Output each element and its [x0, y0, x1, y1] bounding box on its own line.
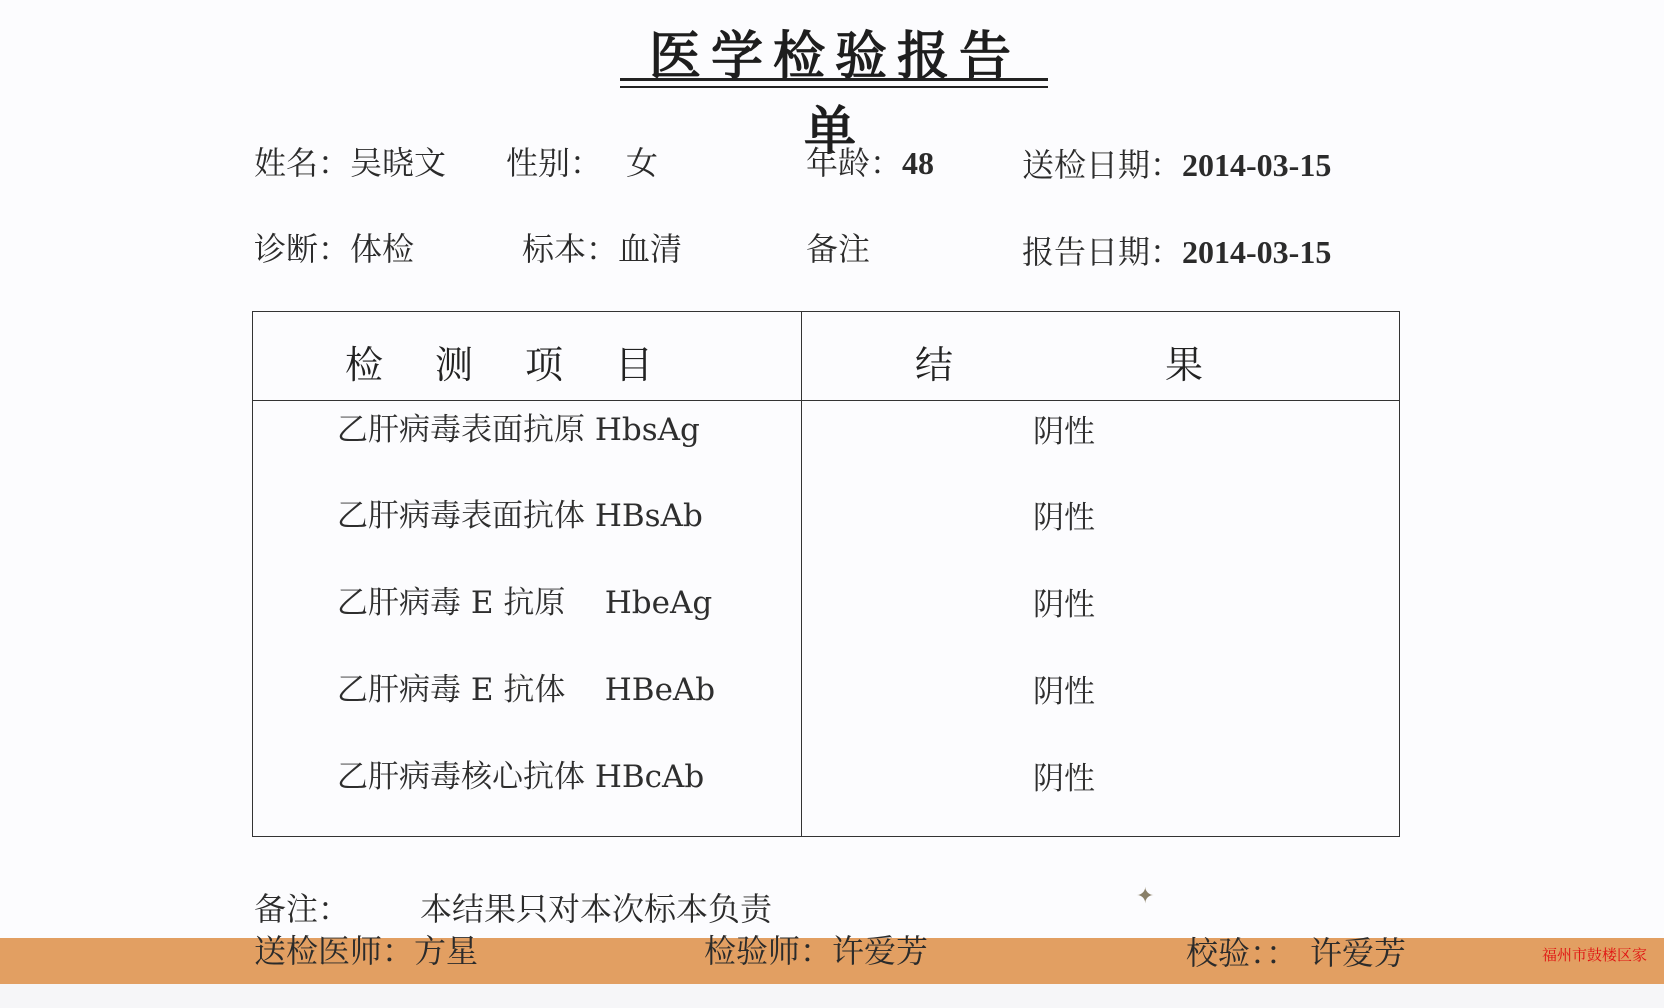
- table-row-item: 乙肝病毒核心抗体 HBcAb: [337, 759, 705, 795]
- sex-label: 性别：: [506, 144, 603, 182]
- inspector-label: 检验师：: [704, 932, 833, 970]
- table-row-result: 阴性: [1033, 674, 1095, 710]
- submit-date-field: [1022, 140, 1331, 186]
- table-row-item: 乙肝病毒 E 抗体 HBeAb: [337, 672, 716, 708]
- inspector-value: 许爱芳: [832, 932, 929, 970]
- report-title: 医学检验报告单: [648, 26, 1021, 162]
- title-underline: [620, 78, 1048, 81]
- table-row-item: 乙肝病毒表面抗原 HbsAg: [337, 412, 700, 448]
- table-row-item: 乙肝病毒表面抗体 HBsAb: [337, 498, 703, 534]
- diagnosis-field: [254, 224, 414, 270]
- checker-label: 校验：：: [1186, 934, 1299, 972]
- diagnosis-value: 体检: [350, 230, 415, 268]
- note-label: 备注：: [254, 890, 351, 928]
- header-result-1: 结: [915, 343, 954, 387]
- sex-value: 女: [626, 144, 659, 182]
- age-field: [806, 138, 934, 184]
- stamp-text: 福州市鼓楼区家: [1542, 946, 1648, 964]
- name-field: [254, 138, 446, 184]
- paper-speck: ✦: [1136, 884, 1155, 909]
- sex-field: [506, 138, 658, 184]
- table-row-result: 阴性: [1033, 500, 1095, 536]
- name-value: 吴晓文: [350, 144, 447, 182]
- doctor-label: 送检医师：: [254, 932, 415, 970]
- table-column-divider: [801, 312, 802, 836]
- report-date-field: [1022, 227, 1331, 273]
- submit-date-label: 送检日期：: [1022, 146, 1183, 184]
- checker-field: [1186, 928, 1406, 974]
- submit-date-value: 2014-03-15: [1182, 147, 1332, 183]
- header-test-item: 检测项目: [345, 343, 706, 387]
- header-result-2: 果: [1165, 343, 1204, 387]
- table-row-item: 乙肝病毒 E 抗原 HbeAg: [337, 585, 713, 621]
- remark-label: 备注: [806, 230, 871, 268]
- specimen-field: [522, 224, 682, 270]
- specimen-value: 血清: [618, 230, 683, 268]
- table-row-result: 阴性: [1033, 761, 1095, 797]
- table-header-divider: [253, 400, 1399, 401]
- report-date-value: 2014-03-15: [1182, 234, 1332, 270]
- table-row-result: 阴性: [1033, 414, 1095, 450]
- table-row-result: 阴性: [1033, 587, 1095, 623]
- age-label: 年龄：: [806, 144, 903, 182]
- doctor-value: 方星: [414, 932, 479, 970]
- note-text: 本结果只对本次标本负责: [420, 890, 773, 928]
- remark-field: [806, 224, 870, 270]
- name-label: 姓名：: [254, 144, 351, 182]
- diagnosis-label: 诊断：: [254, 230, 351, 268]
- report-date-label: 报告日期：: [1022, 233, 1183, 271]
- doctor-field: [254, 926, 478, 972]
- title-underline-double: [620, 86, 1048, 88]
- bottom-edge: [0, 984, 1664, 1008]
- inspector-field: [704, 926, 928, 972]
- checker-value: 许爱芳: [1310, 934, 1407, 972]
- results-table: [252, 311, 1400, 837]
- specimen-label: 标本：: [522, 230, 619, 268]
- age-value: 48: [902, 145, 935, 181]
